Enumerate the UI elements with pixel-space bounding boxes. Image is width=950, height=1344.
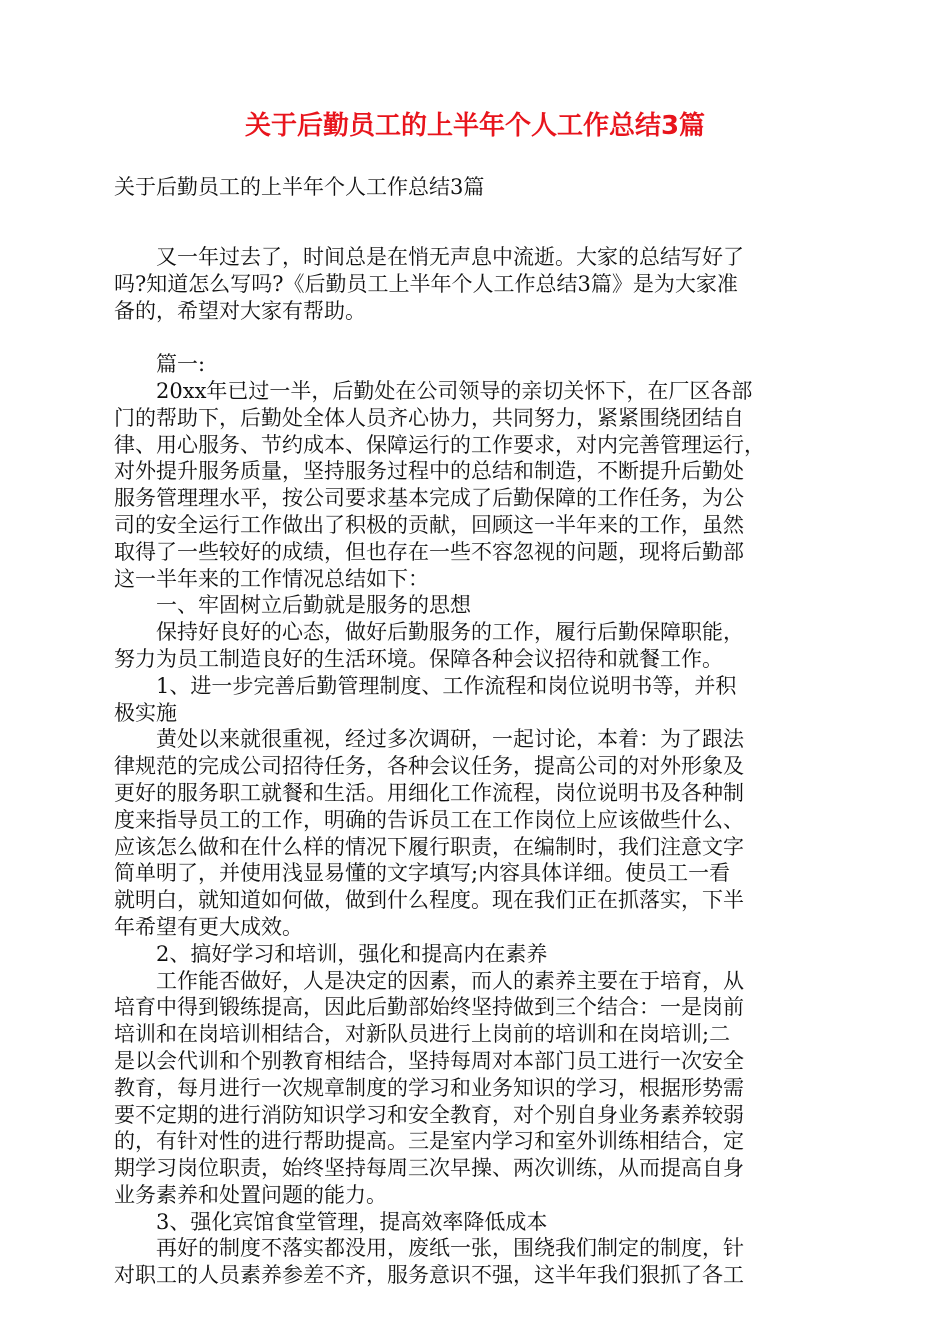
section-label: 篇一: [114,352,206,377]
body-line: 业务素养和处置问题的能力。 [114,1182,387,1207]
document-subtitle: 关于后勤员工的上半年个人工作总结3篇 [114,175,485,199]
body-line: 要不定期的进行消防知识学习和安全教育，对个别自身业务素养较弱 [114,1102,744,1127]
body-line: 极实施 [114,700,177,725]
body-line: 律、用心服务、节约成本、保障运行的工作要求，对内完善管理运行， [114,432,765,457]
body-line: 再好的制度不落实都没用，废纸一张，围绕我们制定的制度，针 [114,1236,744,1261]
body-line: 一、牢固树立后勤就是服务的思想 [114,593,471,618]
body-line: 培育中得到锻练提高，因此后勤部始终坚持做到三个结合：一是岗前 [114,995,744,1020]
body-line: 应该怎么做和在什么样的情况下履行职责，在编制时，我们注意文字 [114,834,744,859]
body-line: 对外提升服务质量，坚持服务过程中的总结和制造，不断提升后勤处 [114,459,744,484]
body-line: 服务管理理水平，按公司要求基本完成了后勤保障的工作任务，为公 [114,486,744,511]
intro-line: 备的，希望对大家有帮助。 [114,298,366,323]
body-line: 简单明了，并使用浅显易懂的文字填写;内容具体详细。使员工一看 [114,861,731,886]
body-line: 期学习岗位职责，始终坚持每周三次早操、两次训练，从而提高自身 [114,1156,744,1181]
body-line: 律规范的完成公司招待任务，各种会议任务，提高公司的对外形象及 [114,754,744,779]
body-line: 工作能否做好，人是决定的因素，而人的素养主要在于培育，从 [114,968,744,993]
body-line: 司的安全运行工作做出了积极的贡献，回顾这一半年来的工作，虽然 [114,512,744,537]
body-line: 就明白，就知道如何做，做到什么程度。现在我们正在抓落实，下半 [114,888,744,913]
body-line: 努力为员工制造良好的生活环境。保障各种会议招待和就餐工作。 [114,646,723,671]
document-title: 关于后勤员工的上半年个人工作总结3篇 [244,111,706,141]
body-line: 更好的服务职工就餐和生活。用细化工作流程，岗位说明书及各种制 [114,780,744,805]
body-line: 取得了一些较好的成绩，但也存在一些不容忽视的问题，现将后勤部 [114,539,744,564]
body-lines [114,378,840,1289]
intro-line: 又一年过去了，时间总是在悄无声息中流逝。大家的总结写好了 [114,245,744,269]
body-line: 20xx年已过一半，后勤处在公司领导的亲切关怀下，在厂区各部 [114,378,753,403]
body-line: 1、进一步完善后勤管理制度、工作流程和岗位说明书等，并积 [114,673,737,698]
body-line: 2、搞好学习和培训，强化和提高内在素养 [114,941,548,966]
document-body [114,244,840,1289]
intro-line: 吗?知道怎么写吗?《后勤员工上半年个人工作总结3篇》是为大家准 [114,271,738,296]
body-line: 黄处以来就很重视，经过多次调研，一起讨论，本着：为了跟法 [114,727,744,752]
body-line: 门的帮助下，后勤处全体人员齐心协力，共同努力，紧紧围绕团结自 [114,405,744,430]
body-line: 这一半年来的工作情况总结如下： [114,566,429,591]
body-line: 度来指导员工的工作，明确的告诉员工在工作岗位上应该做些什么、 [114,807,744,832]
body-line: 的，有针对性的进行帮助提高。三是室内学习和室外训练相结合，定 [114,1129,744,1154]
body-line: 对职工的人员素养参差不齐，服务意识不强，这半年我们狠抓了各工 [114,1263,744,1288]
body-line: 培训和在岗培训相结合，对新队员进行上岗前的培训和在岗培训;二 [114,1022,731,1047]
body-line: 是以会代训和个别教育相结合，坚持每周对本部门员工进行一次安全 [114,1048,744,1073]
body-line: 保持好良好的心态，做好后勤服务的工作，履行后勤保障职能， [114,620,744,645]
body-line: 教育，每月进行一次规章制度的学习和业务知识的学习，根据形势需 [114,1075,744,1100]
body-line: 3、强化宾馆食堂管理，提高效率降低成本 [114,1209,548,1234]
body-line: 年希望有更大成效。 [114,914,303,939]
paragraph-gap [114,324,840,351]
